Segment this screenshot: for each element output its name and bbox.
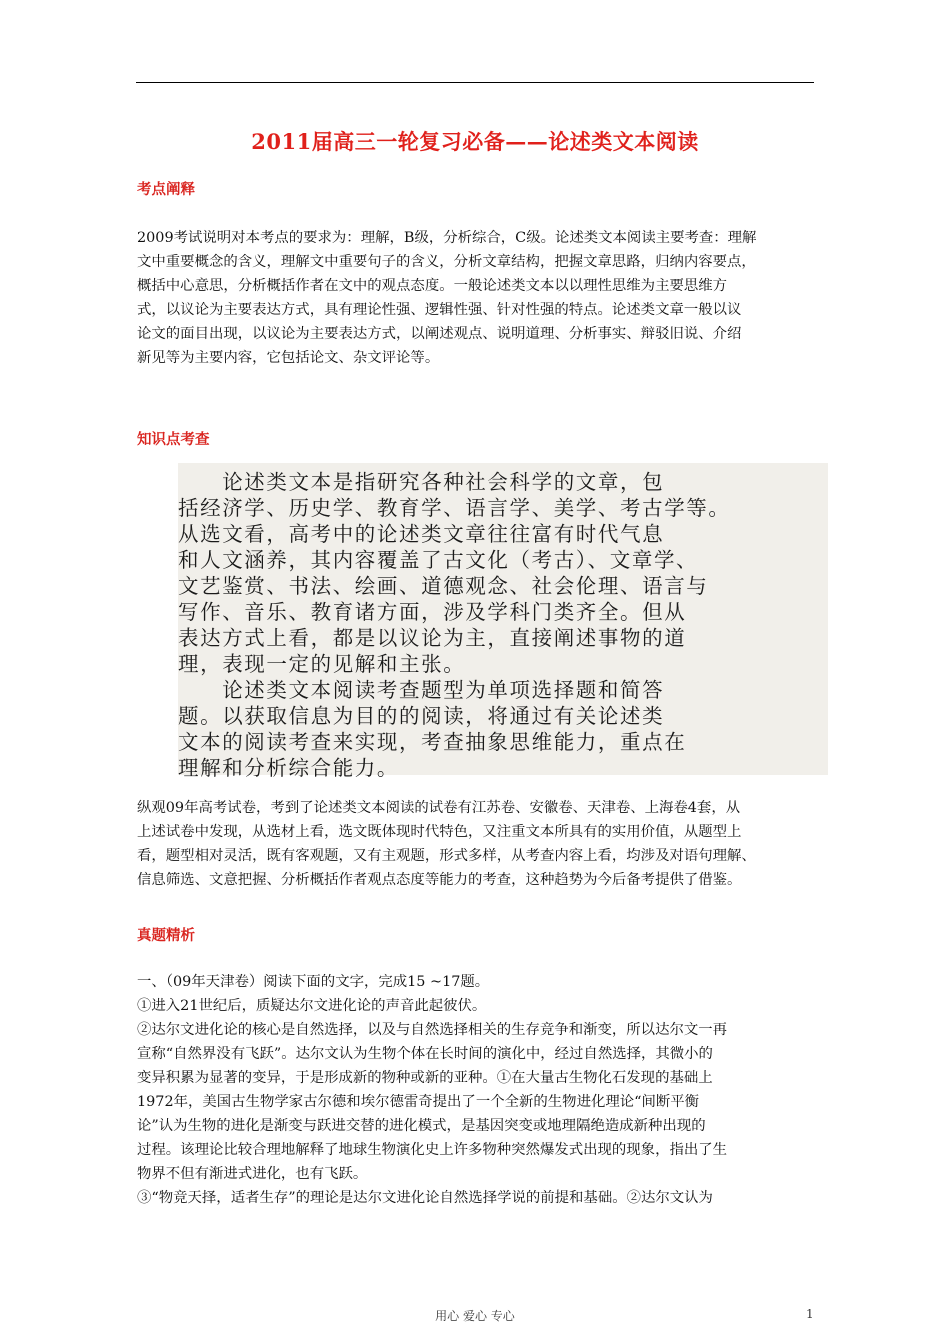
- scan-line: 题。以获取信息为目的的阅读，将通过有关论述类: [178, 704, 665, 728]
- section2-paragraph: [137, 796, 817, 892]
- text-line: 上述试卷中发现，从选材上看，选文既体现时代特色，又注重文本所具有的实用价值，从题型上: [137, 824, 742, 840]
- section3-paragraph: [137, 970, 817, 1210]
- scan-line: 论述类文本阅读考查题型为单项选择题和简答: [178, 678, 665, 702]
- text-line: 新见等为主要内容，它包括论文、杂文评论等。: [137, 350, 440, 366]
- section-heading-kaodian: 考点阐释: [137, 181, 195, 198]
- text-line: 论文的面目出现，以议论为主要表达方式，以阐述观点、说明道理、分析事实、辩驳旧说、介绍: [137, 326, 742, 342]
- scan-line: 括经济学、历史学、教育学、语言学、美学、考古学等。: [178, 496, 731, 520]
- scan-line: 表达方式上看，都是以议论为主，直接阐述事物的道: [178, 626, 687, 650]
- section1-paragraph: [137, 226, 817, 370]
- text-line: 1972年，美国古生物学家古尔德和埃尔德雷奇提出了一个全新的生物进化理论“间断平衡: [137, 1094, 700, 1110]
- scan-line: 文本的阅读考查来实现，考查抽象思维能力，重点在: [178, 730, 687, 754]
- text-line: ①进入21世纪后，质疑达尔文进化论的声音此起彼伏。: [137, 998, 487, 1014]
- text-line: 式，以议论为主要表达方式，具有理论性强、逻辑性强、针对性强的特点。论述类文章一般以议: [137, 302, 742, 318]
- scanned-text-image: [178, 463, 828, 780]
- scan-line: 理，表现一定的见解和主张。: [178, 652, 466, 676]
- header-rule: [136, 82, 814, 83]
- scan-line: 写作、音乐、教育诸方面，涉及学科门类齐全。但从: [178, 600, 687, 624]
- section-heading-zhenti: 真题精析: [137, 927, 195, 944]
- text-line: 2009考试说明对本考点的要求为：理解，B级，分析综合，C级。论述类文本阅读主要考查：理解: [137, 230, 757, 246]
- scan-line: 从选文看，高考中的论述类文章往往富有时代气息: [178, 522, 665, 546]
- text-line: ②达尔文进化论的核心是自然选择，以及与自然选择相关的生存竞争和渐变，所以达尔文一再: [137, 1022, 728, 1038]
- section-heading-zhishidian: 知识点考查: [137, 431, 210, 448]
- document-title: 2011届高三一轮复习必备——论述类文本阅读: [251, 129, 699, 154]
- page-number: 1: [806, 1307, 814, 1321]
- scan-line: 和人文涵养，其内容覆盖了古文化（考古）、文章学、: [178, 548, 699, 572]
- scan-line: 文艺鉴赏、书法、绘画、道德观念、社会伦理、语言与: [178, 574, 709, 598]
- scan-line: 理解和分析综合能力。: [178, 756, 399, 780]
- text-line: ③“物竞天择，适者生存”的理论是达尔文进化论自然选择学说的前提和基础。②达尔文认为: [137, 1190, 713, 1206]
- text-line: 宣称“自然界没有飞跃”。达尔文认为生物个体在长时间的演化中，经过自然选择，其微小的: [137, 1046, 713, 1062]
- text-line: 变异积累为显著的变异，于是形成新的物种或新的亚种。①在大量古生物化石发现的基础上: [137, 1070, 713, 1086]
- text-line: 看，题型相对灵活，既有客观题，又有主观题，形式多样，从考查内容上看，均涉及对语句理解、: [137, 848, 756, 864]
- text-line: 纵观09年高考试卷，考到了论述类文本阅读的试卷有江苏卷、安徽卷、天津卷、上海卷4套，从: [137, 800, 741, 816]
- text-line: 论”认为生物的进化是渐变与跃进交替的进化模式，是基因突变或地理隔绝造成新种出现的: [137, 1118, 706, 1134]
- text-line: 过程。该理论比较合理地解释了地球生物演化史上许多物种突然爆发式出现的现象，指出了生: [137, 1142, 728, 1158]
- text-line: 物界不但有渐进式进化，也有飞跃。: [137, 1166, 368, 1182]
- text-line: 一、（09年天津卷）阅读下面的文字，完成15 ~17题。: [137, 974, 490, 990]
- text-line: 文中重要概念的含义，理解文中重要句子的含义，分析文章结构，把握文章思路，归纳内容要点，: [137, 254, 756, 270]
- text-line: 概括中心意思，分析概括作者在文中的观点态度。一般论述类文本以以理性思维为主要思维方: [137, 278, 728, 294]
- text-line: 信息筛选、文意把握、分析概括作者观点态度等能力的考查，这种趋势为今后备考提供了借鉴。: [137, 872, 742, 888]
- footer-slogan: 用心 爱心 专心: [435, 1309, 515, 1323]
- scan-line: 论述类文本是指研究各种社会科学的文章，包: [178, 470, 665, 494]
